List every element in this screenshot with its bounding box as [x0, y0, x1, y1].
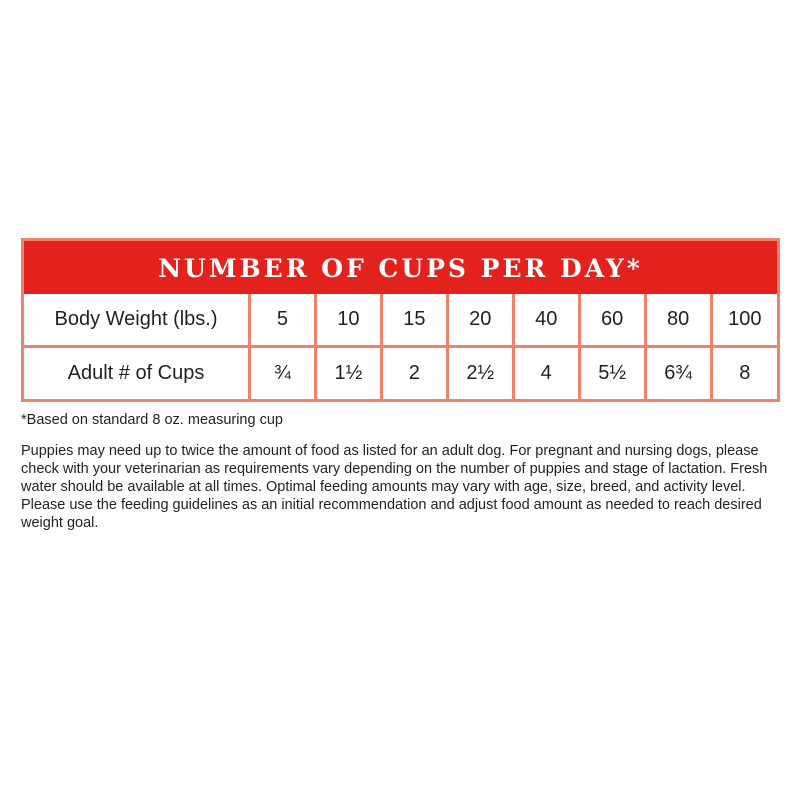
table-cell: 8: [711, 347, 777, 400]
table-cell: 20: [447, 294, 513, 347]
table-row-body-weight: [24, 294, 777, 347]
table-cell: 40: [513, 294, 579, 347]
chart-banner: [24, 241, 777, 294]
table-cell: 6¾: [645, 347, 711, 400]
footnote: *Based on standard 8 oz. measuring cup: [21, 412, 283, 428]
feeding-guidelines: Puppies may need up to twice the amount of food as listed for an adult dog. For pregnant and nursing dogs, please check with your veterinarian as requirements vary depending on the number of puppies and stage of lactation. Fresh water should be available at all times. Optimal feeding amounts may vary with age, size, breed, and activity level. Please use the feeding guidelines as an initial recommendation and adjust food amount as needed to reach desired weight goal.: [21, 443, 768, 531]
table-cell: 2: [381, 347, 447, 400]
table-cell: 1½: [315, 347, 381, 400]
table-cell: 80: [645, 294, 711, 347]
table-cell: 4: [513, 347, 579, 400]
table-cell: 15: [381, 294, 447, 347]
table-cell: 5½: [579, 347, 645, 400]
row-label: Adult # of Cups: [24, 347, 250, 400]
row-label: Body Weight (lbs.): [24, 294, 250, 347]
table-cell: 5: [250, 294, 316, 347]
table-cell: 100: [711, 294, 777, 347]
feeding-chart: [21, 238, 780, 402]
feeding-table: [24, 294, 777, 399]
table-row-adult-cups: [24, 347, 777, 400]
table-cell: ¾: [250, 347, 316, 400]
table-cell: 2½: [447, 347, 513, 400]
table-cell: 60: [579, 294, 645, 347]
chart-title: NUMBER OF CUPS PER DAY*: [158, 254, 643, 283]
table-cell: 10: [315, 294, 381, 347]
